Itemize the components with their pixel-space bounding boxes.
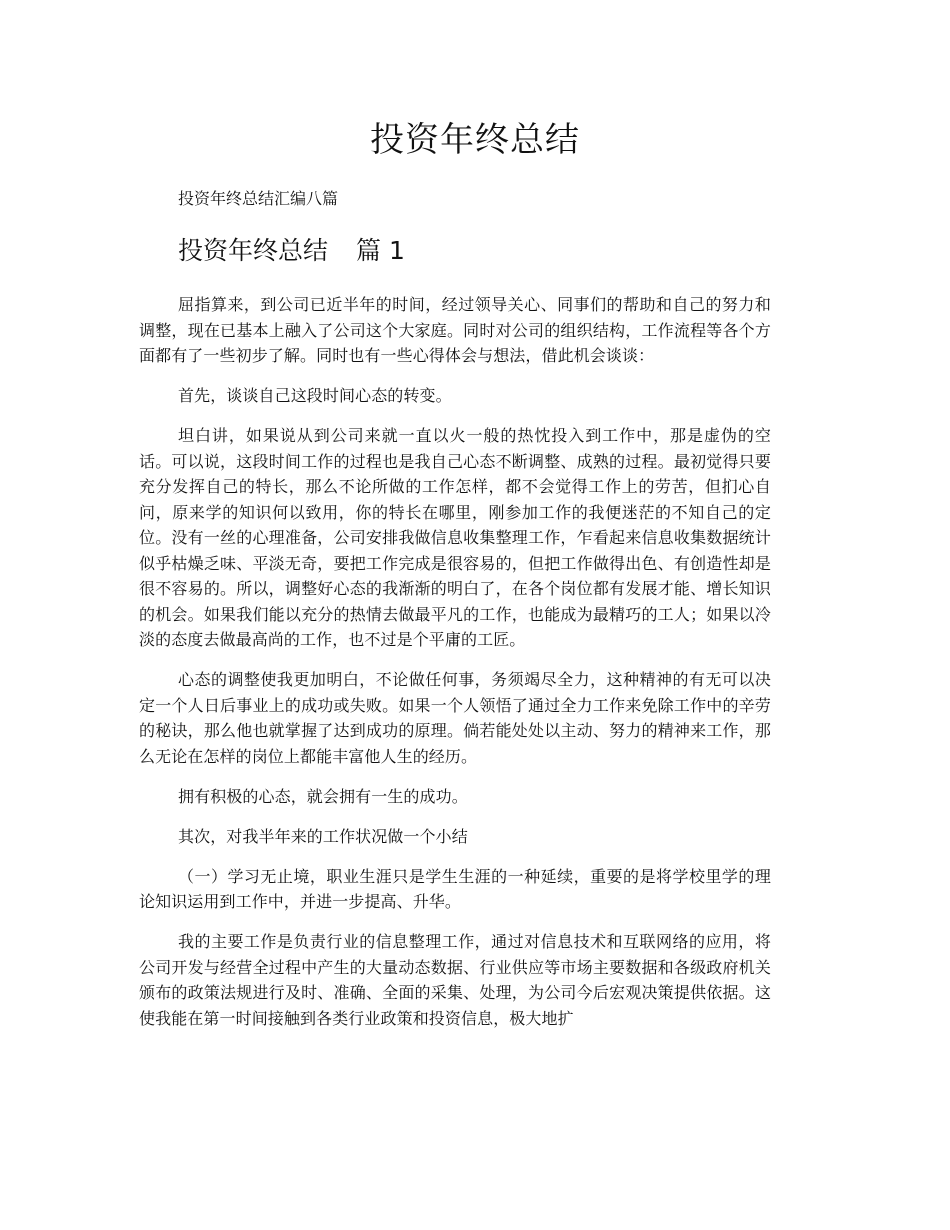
section-heading	[178, 232, 405, 270]
paragraph: 拥有积极的心态，就会拥有一生的成功。	[178, 786, 468, 806]
paragraph: 我的主要工作是负责行业的信息整理工作，通过对信息技术和互联网络的应用，将公司开发与经营全过程中产生的大量动态数据、行业供应等市场主要数据和各级政府机关颁布的政策法规进行及时、准确、全面的采集、处理，为公司今后宏观决策提供依据。这使我能在第一时间接触到各类行业政策和投资信息，极大地扩	[139, 932, 771, 1028]
paragraph: 坦白讲，如果说从到公司来就一直以火一般的热忱投入到工作中，那是虚伪的空话。可以说，这段时间工作的过程也是我自己心态不断调整、成熟的过程。最初觉得只要充分发挥自己的特长，那么不论所做的工作怎样，都不会觉得工作上的劳苦，但扪心自问，原来学的知识何以致用，你的特长在哪里，刚参加工作的我便迷茫的不知自己的定位。没有一丝的心理准备，公司安排我做信息收集整理工作，乍看起来信息收集数据统计似乎枯燥乏味、平淡无奇，要把工作完成是很容易的，但把工作做得出色、有创造性却是很不容易的。所以，调整好心态的我渐渐的明白了，在各个岗位都有发展才能、增长知识的机会。如果我们能以充分的热情去做最平凡的工作，也能成为最精巧的工人；如果以冷淡的态度去做最高尚的工作，也不过是个平庸的工匠。	[139, 426, 771, 649]
document-title: 投资年终总结	[370, 120, 580, 160]
paragraph: 心态的调整使我更加明白，不论做任何事，务须竭尽全力，这种精神的有无可以决定一个人日后事业上的成功或失败。如果一个人领悟了通过全力工作来免除工作中的辛劳的秘诀，那么他也就掌握了达到成功的原理。倘若能处处以主动、努力的精神来工作，那么无论在怎样的岗位上都能丰富他人生的经历。	[139, 670, 771, 766]
paragraph: 屈指算来，到公司已近半年的时间，经过领导关心、同事们的帮助和自己的努力和调整，现在已基本上融入了公司这个大家庭。同时对公司的组织结构，工作流程等各个方面都有了一些初步了解。同时也有一些心得体会与想法，借此机会谈谈：	[139, 295, 771, 365]
paragraph: （一）学习无止境，职业生涯只是学生生涯的一种延续，重要的是将学校里学的理论知识运用到工作中，并进一步提高、升华。	[139, 866, 771, 911]
paragraph: 首先，谈谈自己这段时间心态的转变。	[178, 386, 452, 405]
document-body	[139, 292, 771, 1046]
section-number: 篇 1	[356, 236, 405, 265]
document-subtitle: 投资年终总结汇编八篇	[178, 189, 339, 208]
section-heading-text: 投资年终总结	[178, 236, 329, 265]
paragraph: 其次，对我半年来的工作状况做一个小结	[178, 826, 468, 846]
